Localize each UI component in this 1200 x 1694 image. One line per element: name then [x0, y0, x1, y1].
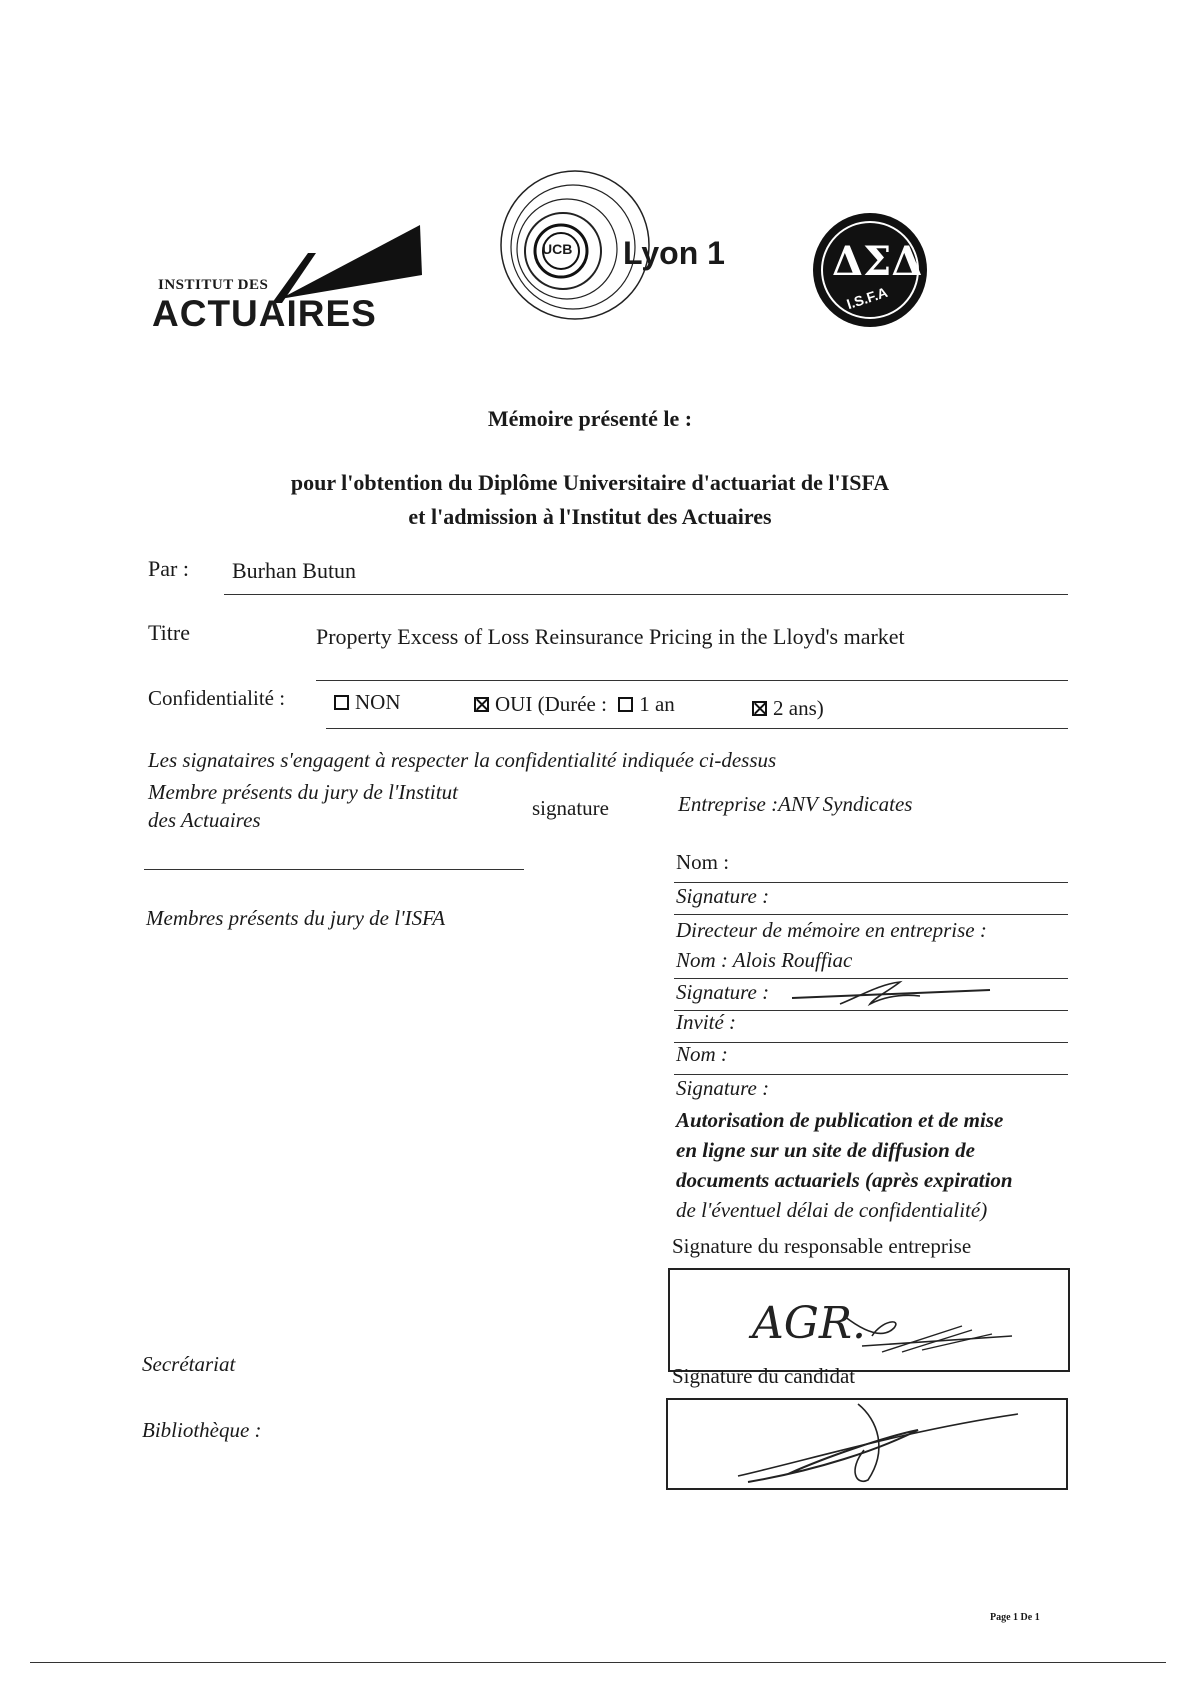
diplome-line: pour l'obtention du Diplôme Universitaire d'actuariat de l'ISFA [290, 470, 890, 495]
par-underline [224, 594, 1068, 595]
non-checkbox[interactable] [334, 695, 349, 710]
page-number: Page 1 De 1 [990, 1612, 1040, 1623]
directeur-signature-label: Signature : [676, 980, 770, 1004]
footer-rule [30, 1662, 1166, 1663]
conf-non-option [334, 690, 401, 715]
two-years-label: 2 ans) [773, 696, 824, 720]
isfa-logo [810, 210, 930, 330]
actuaires-big-text: ACTUAIRES [152, 293, 377, 334]
invite-signature-label: Signature : [676, 1076, 770, 1100]
oui-checkbox[interactable] [474, 697, 489, 712]
conf-oui-option [474, 692, 675, 717]
par-value: Burhan Butun [232, 558, 357, 583]
directeur-signature-scribble-icon [790, 976, 1000, 1010]
signature-responsable-box[interactable] [668, 1268, 1070, 1372]
bibliotheque-label: Bibliothèque : [142, 1418, 262, 1442]
non-label: NON [355, 690, 401, 714]
isfa-text: I.S.F.A [844, 283, 890, 313]
admission-line: et l'admission à l'Institut des Actuaires [408, 504, 772, 529]
entreprise-signature-label: Signature : [676, 884, 770, 908]
secretariat-label: Secrétariat [142, 1352, 236, 1376]
jury-institut-line1: Membre présents du jury de l'Institut [148, 780, 458, 804]
lyon1-logo [495, 165, 735, 325]
confidentialite-label: Confidentialité : [148, 686, 286, 710]
isfa-symbol: ΔΣΔ [832, 238, 923, 285]
institut-des-actuaires-logo [150, 205, 430, 335]
jury-isfa-label: Membres présents du jury de l'ISFA [146, 906, 446, 930]
directeur-label: Directeur de mémoire en entreprise : [676, 918, 987, 942]
one-year-label: 1 an [639, 692, 675, 716]
oui-label: OUI (Durée : [495, 692, 607, 716]
invite-label: Invité : [676, 1010, 737, 1034]
entreprise-nom-label: Nom : [676, 850, 730, 874]
entreprise-signature-line [674, 914, 1068, 915]
two-years-checkbox[interactable] [752, 701, 767, 716]
titre-underline [316, 680, 1068, 681]
delai-text: de l'éventuel délai de confidentialité) [676, 1198, 988, 1222]
actuaires-small-text: INSTITUT DES [158, 277, 269, 293]
lyon1-text: Lyon 1 [623, 235, 725, 271]
conf-underline [326, 728, 1068, 729]
signature-candidat-label: Signature du candidat [672, 1364, 856, 1388]
engagement-text: Les signataires s'engagent à respecter la confidentialité indiquée ci-dessus [148, 748, 777, 772]
directeur-nom-label: Nom : Alois Rouffiac [676, 948, 853, 972]
jury-signature-label: signature [532, 796, 609, 820]
jury-institut-line2: des Actuaires [148, 808, 261, 832]
titre-value: Property Excess of Loss Reinsurance Pricing in the Lloyd's market [316, 624, 905, 649]
autorisation-line1: Autorisation de publication et de mise [676, 1108, 1004, 1132]
signature-responsable-initials: AGR. [752, 1298, 867, 1349]
titre-label: Titre [148, 620, 190, 645]
autorisation-line2: en ligne sur un site de diffusion de [676, 1138, 975, 1162]
entreprise-nom-line [674, 882, 1068, 883]
par-label: Par : [148, 556, 189, 581]
memoire-presente: Mémoire présenté le : [487, 406, 693, 431]
jury-institut-line [144, 869, 524, 870]
invite-nom-label: Nom : [676, 1042, 728, 1066]
signature-candidat-scribble-icon [728, 1400, 1028, 1490]
one-year-checkbox[interactable] [618, 697, 633, 712]
invite-line [674, 1042, 1068, 1043]
entreprise-label: Entreprise :ANV Syndicates [678, 792, 913, 816]
invite-nom-line [674, 1074, 1068, 1075]
autorisation-line3: documents actuariels (après expiration [676, 1168, 1013, 1192]
conf-two-years-option [752, 696, 824, 721]
ucb-monogram: UCB [542, 241, 573, 257]
signature-candidat-box[interactable] [666, 1398, 1068, 1490]
signature-responsable-scribble-icon [842, 1290, 1022, 1360]
signature-responsable-label: Signature du responsable entreprise [672, 1234, 972, 1258]
